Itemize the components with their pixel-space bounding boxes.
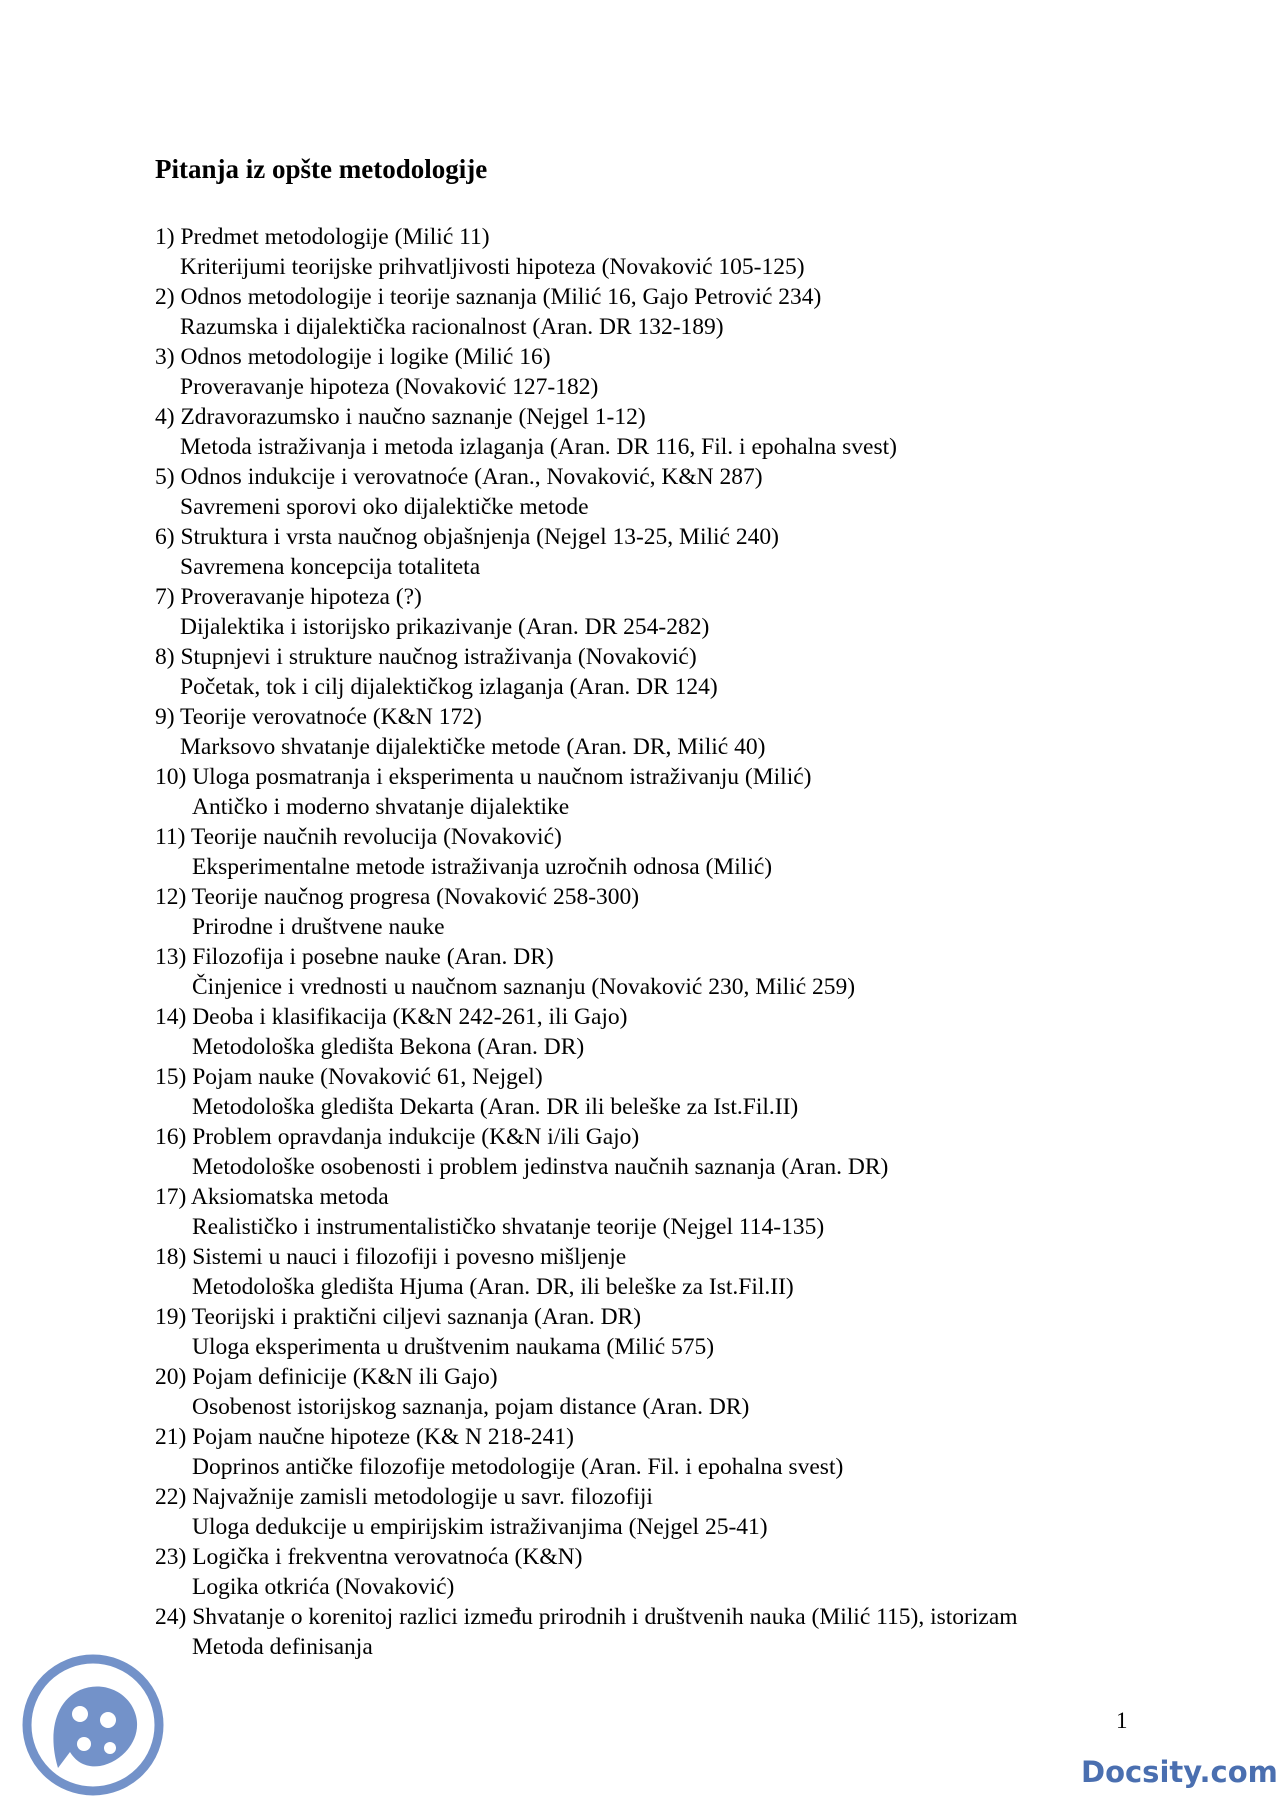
question-subline: Prirodne i društvene nauke	[192, 914, 445, 940]
question-line: 11) Teorije naučnih revolucija (Novaković)	[155, 824, 562, 850]
list-item	[155, 882, 1195, 942]
question-subline: Metoda definisanja	[192, 1634, 373, 1660]
list-item	[155, 342, 1195, 402]
question-subline: Metodološke osobenosti i problem jedinstva naučnih saznanja (Aran. DR)	[192, 1154, 889, 1180]
question-subline: Razumska i dijalektička racionalnost (Aran. DR 132-189)	[180, 314, 724, 340]
question-subline: Antičko i moderno shvatanje dijalektike	[192, 794, 570, 820]
list-item	[155, 822, 1195, 882]
list-item	[155, 702, 1195, 762]
list-item	[155, 522, 1195, 582]
question-line: 1) Predmet metodologije (Milić 11)	[155, 224, 490, 250]
list-item	[155, 462, 1195, 522]
question-subline: Realističko i instrumentalističko shvatanje teorije (Nejgel 114-135)	[192, 1214, 825, 1240]
question-line: 18) Sistemi u nauci i filozofiji i povesno mišljenje	[155, 1244, 627, 1270]
question-line: 22) Najvažnije zamisli metodologije u savr. filozofiji	[155, 1484, 653, 1510]
page-number: 1	[1116, 1708, 1128, 1733]
question-line: 19) Teorijski i praktični ciljevi saznanja (Aran. DR)	[155, 1304, 642, 1330]
question-line: 14) Deoba i klasifikacija (K&N 242-261, ili Gajo)	[155, 1004, 628, 1030]
question-line: 13) Filozofija i posebne nauke (Aran. DR)	[155, 944, 554, 970]
question-line: 12) Teorije naučnog progresa (Novaković 258-300)	[155, 884, 640, 910]
question-line: 8) Stupnjevi i strukture naučnog istraživanja (Novaković)	[155, 644, 697, 670]
question-line: 17) Aksiomatska metoda	[155, 1184, 389, 1210]
question-subline: Savremena koncepcija totaliteta	[180, 554, 481, 580]
list-item	[155, 1062, 1195, 1122]
docsity-logo-icon	[18, 1650, 168, 1800]
docsity-watermark: Docsity.com	[1081, 1755, 1278, 1789]
question-subline: Metodološka gledišta Hjuma (Aran. DR, ili beleške za Ist.Fil.II)	[192, 1274, 794, 1300]
question-line: 24) Shvatanje o korenitoj razlici između prirodnih i društvenih nauka (Milić 115), istorizam	[155, 1604, 1018, 1630]
question-line: 10) Uloga posmatranja i eksperimenta u naučnom istraživanju (Milić)	[155, 764, 812, 790]
question-line: 6) Struktura i vrsta naučnog objašnjenja (Nejgel 13-25, Milić 240)	[155, 524, 779, 550]
question-line: 7) Proveravanje hipoteza (?)	[155, 584, 422, 610]
question-list	[155, 222, 1195, 1662]
list-item	[155, 642, 1195, 702]
question-subline: Metodološka gledišta Dekarta (Aran. DR ili beleške za Ist.Fil.II)	[192, 1094, 799, 1120]
question-subline: Dijalektika i istorijsko prikazivanje (Aran. DR 254-282)	[180, 614, 710, 640]
question-subline: Savremeni sporovi oko dijalektičke metode	[180, 494, 589, 520]
list-item	[155, 402, 1195, 462]
list-item	[155, 1002, 1195, 1062]
question-line: 4) Zdravorazumsko i naučno saznanje (Nejgel 1-12)	[155, 404, 646, 430]
question-subline: Činjenice i vrednosti u naučnom saznanju (Novaković 230, Milić 259)	[192, 974, 856, 1000]
list-item	[155, 1542, 1195, 1602]
question-subline: Kriterijumi teorijske prihvatljivosti hipoteza (Novaković 105-125)	[180, 254, 805, 280]
question-line: 2) Odnos metodologije i teorije saznanja (Milić 16, Gajo Petrović 234)	[155, 284, 822, 310]
question-subline: Doprinos antičke filozofije metodologije (Aran. Fil. i epohalna svest)	[192, 1454, 844, 1480]
list-item	[155, 222, 1195, 282]
question-line: 5) Odnos indukcije i verovatnoće (Aran., Novaković, K&N 287)	[155, 464, 763, 490]
question-subline: Metoda istraživanja i metoda izlaganja (Aran. DR 116, Fil. i epohalna svest)	[180, 434, 897, 460]
list-item	[155, 1242, 1195, 1302]
list-item	[155, 282, 1195, 342]
list-item	[155, 1122, 1195, 1182]
question-subline: Marksovo shvatanje dijalektičke metode (Aran. DR, Milić 40)	[180, 734, 766, 760]
list-item	[155, 1482, 1195, 1542]
question-subline: Logika otkrića (Novaković)	[192, 1574, 455, 1600]
question-subline: Eksperimentalne metode istraživanja uzročnih odnosa (Milić)	[192, 854, 773, 880]
question-line: 15) Pojam nauke (Novaković 61, Nejgel)	[155, 1064, 543, 1090]
list-item	[155, 1602, 1195, 1662]
question-line: 16) Problem opravdanja indukcije (K&N i/ili Gajo)	[155, 1124, 640, 1150]
question-subline: Metodološka gledišta Bekona (Aran. DR)	[192, 1034, 585, 1060]
page-title: Pitanja iz opšte metodologije	[155, 154, 488, 184]
list-item	[155, 762, 1195, 822]
list-item	[155, 1422, 1195, 1482]
question-line: 3) Odnos metodologije i logike (Milić 16)	[155, 344, 551, 370]
question-line: 20) Pojam definicije (K&N ili Gajo)	[155, 1364, 498, 1390]
question-subline: Početak, tok i cilj dijalektičkog izlaganja (Aran. DR 124)	[180, 674, 718, 700]
question-subline: Uloga eksperimenta u društvenim naukama (Milić 575)	[192, 1334, 715, 1360]
list-item	[155, 942, 1195, 1002]
question-line: 9) Teorije verovatnoće (K&N 172)	[155, 704, 482, 730]
list-item	[155, 582, 1195, 642]
question-subline: Uloga dedukcije u empirijskim istraživanjima (Nejgel 25-41)	[192, 1514, 768, 1540]
question-subline: Osobenost istorijskog saznanja, pojam distance (Aran. DR)	[192, 1394, 750, 1420]
list-item	[155, 1182, 1195, 1242]
list-item	[155, 1362, 1195, 1422]
question-line: 23) Logička i frekventna verovatnoća (K&N)	[155, 1544, 583, 1570]
list-item	[155, 1302, 1195, 1362]
question-subline: Proveravanje hipoteza (Novaković 127-182)	[180, 374, 599, 400]
question-line: 21) Pojam naučne hipoteze (K& N 218-241)	[155, 1424, 574, 1450]
